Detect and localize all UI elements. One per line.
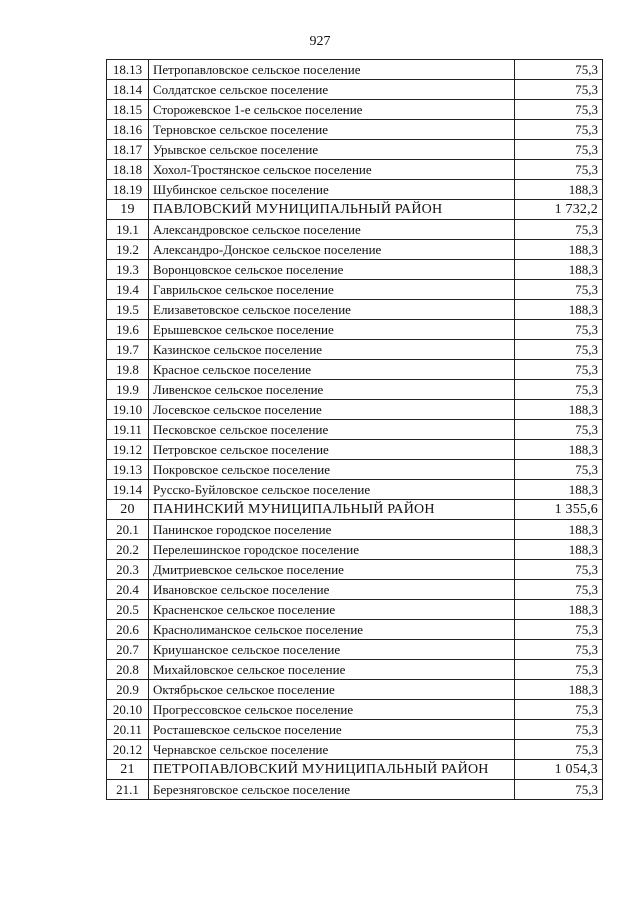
row-value: 188,3: [515, 540, 603, 560]
row-number: 19.4: [107, 280, 149, 300]
table-row: [107, 620, 603, 640]
table-row: [107, 140, 603, 160]
row-value: 188,3: [515, 520, 603, 540]
row-value: 75,3: [515, 80, 603, 100]
row-number: 18.15: [107, 100, 149, 120]
table-row: [107, 460, 603, 480]
row-number: 20.4: [107, 580, 149, 600]
table-row: [107, 180, 603, 200]
district-row: [107, 760, 603, 780]
row-value: 75,3: [515, 780, 603, 800]
row-number: 19: [107, 200, 149, 220]
row-number: 19.10: [107, 400, 149, 420]
table-row: [107, 100, 603, 120]
row-value: 75,3: [515, 160, 603, 180]
row-name: Росташевское сельское поселение: [149, 720, 515, 740]
table-row: [107, 240, 603, 260]
row-value: 75,3: [515, 460, 603, 480]
row-number: 19.6: [107, 320, 149, 340]
row-name: Перелешинское городское поселение: [149, 540, 515, 560]
row-value: 75,3: [515, 320, 603, 340]
row-value: 75,3: [515, 340, 603, 360]
row-name: Песковское сельское поселение: [149, 420, 515, 440]
row-value: 1 054,3: [515, 760, 603, 780]
row-name: ПАНИНСКИЙ МУНИЦИПАЛЬНЫЙ РАЙОН: [149, 500, 515, 520]
row-number: 19.3: [107, 260, 149, 280]
row-value: 75,3: [515, 560, 603, 580]
table-row: [107, 700, 603, 720]
row-name: Ивановское сельское поселение: [149, 580, 515, 600]
row-number: 20.6: [107, 620, 149, 640]
row-name: Хохол-Тростянское сельское поселение: [149, 160, 515, 180]
row-number: 18.19: [107, 180, 149, 200]
district-row: [107, 200, 603, 220]
row-name: Солдатское сельское поселение: [149, 80, 515, 100]
row-name: Петровское сельское поселение: [149, 440, 515, 460]
table-row: [107, 720, 603, 740]
table-row: [107, 340, 603, 360]
row-number: 20: [107, 500, 149, 520]
table-row: [107, 80, 603, 100]
row-name: Краснолиманское сельское поселение: [149, 620, 515, 640]
row-value: 75,3: [515, 700, 603, 720]
row-number: 20.3: [107, 560, 149, 580]
row-value: 75,3: [515, 100, 603, 120]
table-row: [107, 580, 603, 600]
table-row: [107, 480, 603, 500]
row-value: 188,3: [515, 300, 603, 320]
table-row: [107, 540, 603, 560]
table-row: [107, 120, 603, 140]
row-name: Александро-Донское сельское поселение: [149, 240, 515, 260]
district-row: [107, 500, 603, 520]
row-name: Криушанское сельское поселение: [149, 640, 515, 660]
table-row: [107, 600, 603, 620]
row-value: 1 355,6: [515, 500, 603, 520]
allocation-table: [106, 59, 603, 800]
table-row: [107, 740, 603, 760]
row-name: Терновское сельское поселение: [149, 120, 515, 140]
row-number: 18.18: [107, 160, 149, 180]
row-name: Воронцовское сельское поселение: [149, 260, 515, 280]
row-number: 19.1: [107, 220, 149, 240]
row-number: 20.7: [107, 640, 149, 660]
row-number: 21: [107, 760, 149, 780]
table-row: [107, 520, 603, 540]
table-row: [107, 280, 603, 300]
row-name: Красненское сельское поселение: [149, 600, 515, 620]
row-number: 19.5: [107, 300, 149, 320]
row-name: Урывское сельское поселение: [149, 140, 515, 160]
row-number: 19.12: [107, 440, 149, 460]
row-number: 20.12: [107, 740, 149, 760]
row-value: 188,3: [515, 240, 603, 260]
row-number: 20.2: [107, 540, 149, 560]
row-name: Сторожевское 1-е сельское поселение: [149, 100, 515, 120]
row-value: 75,3: [515, 60, 603, 80]
row-number: 19.2: [107, 240, 149, 260]
row-value: 188,3: [515, 680, 603, 700]
row-value: 75,3: [515, 380, 603, 400]
row-number: 19.13: [107, 460, 149, 480]
row-value: 75,3: [515, 360, 603, 380]
row-name: Гаврильское сельское поселение: [149, 280, 515, 300]
row-name: Прогрессовское сельское поселение: [149, 700, 515, 720]
row-value: 75,3: [515, 640, 603, 660]
row-number: 20.10: [107, 700, 149, 720]
row-value: 188,3: [515, 180, 603, 200]
row-name: Казинское сельское поселение: [149, 340, 515, 360]
row-name: Покровское сельское поселение: [149, 460, 515, 480]
row-value: 188,3: [515, 440, 603, 460]
row-number: 19.8: [107, 360, 149, 380]
row-number: 19.9: [107, 380, 149, 400]
row-number: 18.16: [107, 120, 149, 140]
table-row: [107, 260, 603, 280]
row-name: Лосевское сельское поселение: [149, 400, 515, 420]
row-number: 18.13: [107, 60, 149, 80]
row-number: 19.14: [107, 480, 149, 500]
row-name: Октябрьское сельское поселение: [149, 680, 515, 700]
table-row: [107, 680, 603, 700]
table-row: [107, 220, 603, 240]
row-value: 75,3: [515, 580, 603, 600]
page-number: 927: [309, 34, 331, 49]
row-name: Русско-Буйловское сельское поселение: [149, 480, 515, 500]
row-value: 75,3: [515, 420, 603, 440]
table-row: [107, 780, 603, 800]
table-row: [107, 320, 603, 340]
table-body: [107, 60, 603, 800]
table-row: [107, 560, 603, 580]
row-name: ПАВЛОВСКИЙ МУНИЦИПАЛЬНЫЙ РАЙОН: [149, 200, 515, 220]
table-row: [107, 60, 603, 80]
row-value: 188,3: [515, 600, 603, 620]
row-name: Михайловское сельское поселение: [149, 660, 515, 680]
row-number: 20.1: [107, 520, 149, 540]
row-name: Березняговское сельское поселение: [149, 780, 515, 800]
table-row: [107, 660, 603, 680]
row-value: 75,3: [515, 660, 603, 680]
row-value: 75,3: [515, 720, 603, 740]
row-name: Панинское городское поселение: [149, 520, 515, 540]
row-name: Ерышевское сельское поселение: [149, 320, 515, 340]
row-value: 75,3: [515, 740, 603, 760]
table-row: [107, 640, 603, 660]
table-row: [107, 380, 603, 400]
row-name: Александровское сельское поселение: [149, 220, 515, 240]
row-name: Красное сельское поселение: [149, 360, 515, 380]
row-value: 1 732,2: [515, 200, 603, 220]
row-number: 19.7: [107, 340, 149, 360]
row-number: 18.14: [107, 80, 149, 100]
table-row: [107, 360, 603, 380]
row-name: Шубинское сельское поселение: [149, 180, 515, 200]
table-row: [107, 420, 603, 440]
row-number: 21.1: [107, 780, 149, 800]
row-value: 75,3: [515, 140, 603, 160]
table-row: [107, 160, 603, 180]
row-value: 188,3: [515, 260, 603, 280]
row-value: 188,3: [515, 480, 603, 500]
row-value: 188,3: [515, 400, 603, 420]
row-name: Ливенское сельское поселение: [149, 380, 515, 400]
row-number: 19.11: [107, 420, 149, 440]
row-value: 75,3: [515, 120, 603, 140]
row-name: Петропавловское сельское поселение: [149, 60, 515, 80]
row-value: 75,3: [515, 220, 603, 240]
row-name: Елизаветовское сельское поселение: [149, 300, 515, 320]
row-value: 75,3: [515, 620, 603, 640]
row-number: 18.17: [107, 140, 149, 160]
row-value: 75,3: [515, 280, 603, 300]
row-number: 20.9: [107, 680, 149, 700]
table-row: [107, 400, 603, 420]
row-name: Чернавское сельское поселение: [149, 740, 515, 760]
row-number: 20.8: [107, 660, 149, 680]
row-number: 20.11: [107, 720, 149, 740]
row-number: 20.5: [107, 600, 149, 620]
table-row: [107, 300, 603, 320]
row-name: ПЕТРОПАВЛОВСКИЙ МУНИЦИПАЛЬНЫЙ РАЙОН: [149, 760, 515, 780]
table-row: [107, 440, 603, 460]
row-name: Дмитриевское сельское поселение: [149, 560, 515, 580]
